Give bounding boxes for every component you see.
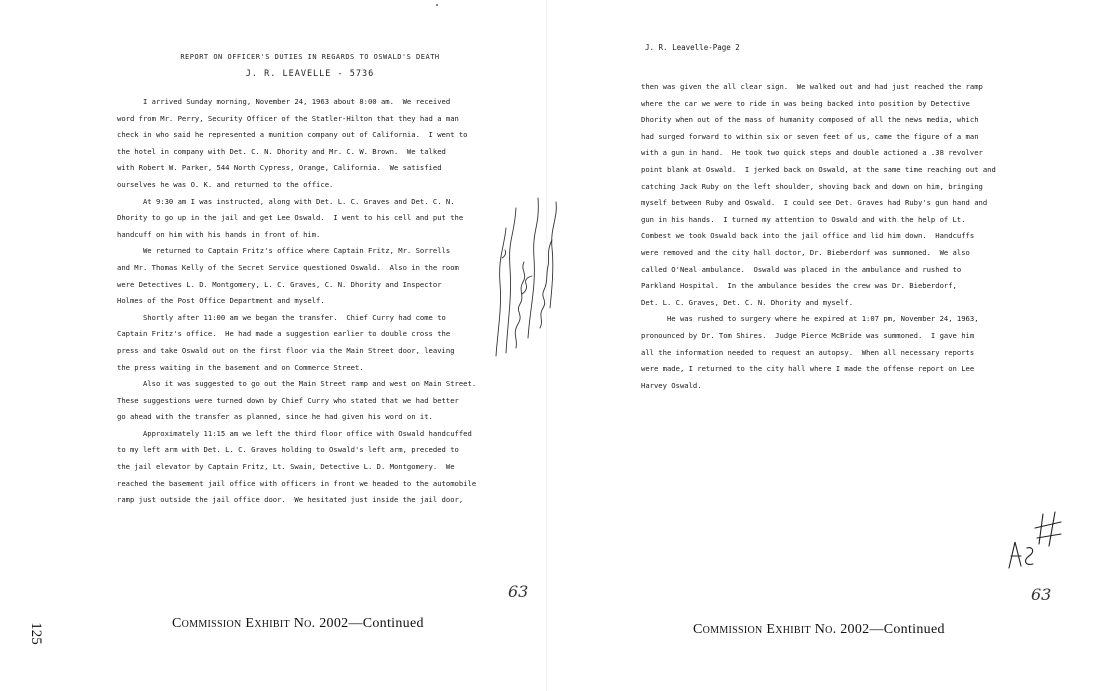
handwritten-page-number: 63	[1031, 585, 1052, 604]
exhibit-caption-continued: —Continued	[869, 622, 945, 637]
exhibit-caption-title: Commission Exhibit No. 2002	[172, 616, 349, 631]
report-line: press and take Oswald out on the first floor via the Main Street door, leaving	[117, 345, 455, 355]
report-line: where the car we were to ride in was being backed into position by Detective	[641, 98, 970, 108]
handwritten-page-number: 63	[508, 582, 529, 601]
report-line: Captain Fritz's office. He had made a suggestion earlier to double cross the	[117, 329, 451, 339]
report-line: the hotel in company with Det. C. N. Dhority and Mr. C. W. Brown. We talked	[117, 146, 446, 156]
report-line: reached the basement jail office with officers in front we headed to the automobile	[117, 478, 477, 488]
report-line: Dhority to go up in the jail and get Lee Oswald. I went to his cell and put the	[117, 213, 464, 223]
report-line: the jail elevator by Captain Fritz, Lt. Swain, Detective L. D. Montgomery. We	[117, 462, 455, 472]
report-line: catching Jack Ruby on the left shoulder, shoving back and down on him, bringing	[641, 181, 983, 191]
report-line: handcuff on him with his hands in front of him.	[117, 229, 321, 239]
report-line: We returned to Captain Fritz's office where Captain Fritz, Mr. Sorrells	[117, 246, 451, 256]
report-line: Shortly after 11:00 am we began the transfer. Chief Curry had come to	[117, 312, 446, 322]
report-line: ourselves he was O. K. and returned to the office.	[117, 179, 334, 189]
report-line: go ahead with the transfer as planned, since he had given his word on it.	[117, 412, 433, 422]
report-line: then was given the all clear sign. We walked out and had just reached the ramp	[641, 82, 983, 91]
report-line: ramp just outside the jail office door. We hesitated just inside the jail door,	[117, 495, 464, 505]
report-line: Approximately 11:15 am we left the third floor office with Oswald handcuffed	[117, 428, 472, 438]
report-line: These suggestions were turned down by Chief Curry who stated that we had better	[117, 395, 459, 405]
exhibit-caption-continued: —Continued	[348, 616, 424, 631]
report-line: Det. L. C. Graves, Det. C. N. Dhority and myself.	[641, 297, 854, 307]
report-line: and Mr. Thomas Kelly of the Secret Service questioned Oswald. Also in the room	[117, 262, 459, 272]
handwritten-initials	[999, 508, 1079, 588]
report-line: He was rushed to surgery where he expired at 1:07 pm, November 24, 1963,	[641, 314, 979, 324]
report-title: REPORT ON OFFICER'S DUTIES IN REGARDS TO OSWALD'S DEATH	[180, 53, 440, 61]
report-line: Harvey Oswald.	[641, 380, 702, 390]
report-line: with Robert W. Parker, 544 North Cypress, Orange, California. We satisfied	[117, 163, 442, 173]
report-line: were removed and the city hall doctor, Dr. Bieberdorf was summoned. We also	[641, 247, 970, 257]
report-line: word from Mr. Perry, Security Officer of the Statler-Hilton that they had a man	[117, 113, 459, 123]
report-line: all the information needed to request an autopsy. When all necessary reports	[641, 347, 975, 357]
report-line: pronounced by Dr. Tom Shires. Judge Pierce McBride was summoned. I gave him	[641, 330, 975, 340]
report-line: At 9:30 am I was instructed, along with Det. L. C. Graves and Det. C. N.	[117, 196, 455, 206]
report-line: were Detectives L. D. Montgomery, L. C. Graves, C. N. Dhority and Inspector	[117, 279, 442, 289]
report-line: point blank at Oswald. I jerked back on Oswald, at the same time reaching out and	[641, 164, 996, 174]
report-line: to my left arm with Det. L. C. Graves holding to Oswald's left arm, preceded to	[117, 445, 459, 455]
report-line: Combest we took Oswald back into the jail office and lid him down. Handcuffs	[641, 231, 975, 241]
running-head: J. R. Leavelle-Page 2	[645, 43, 740, 52]
exhibit-caption	[693, 622, 945, 638]
report-line: Dhority when out of the mass of humanity composed of all the news media, which	[641, 115, 979, 125]
report-subtitle: J. R. LEAVELLE - 5736	[245, 69, 375, 79]
right-page	[547, 0, 1094, 691]
report-line: the press waiting in the basement and on Commerce Street.	[117, 362, 364, 372]
report-line: were made, I returned to the city hall where I made the offense report on Lee	[641, 364, 975, 374]
report-line: called O'Neal ambulance. Oswald was placed in the ambulance and rushed to	[641, 264, 962, 274]
report-line: Parkland Hospital. In the ambulance besides the crew was Dr. Bieberdorf,	[641, 281, 957, 291]
report-line: Also it was suggested to go out the Main Street ramp and west on Main Street.	[117, 379, 477, 389]
report-line: check in who said he represented a munition company out of California. I went to	[117, 130, 468, 140]
report-line: I arrived Sunday morning, November 24, 1963 about 8:00 am. We received	[117, 97, 451, 106]
report-body-page-1	[117, 94, 507, 509]
report-body-page-2	[641, 79, 1051, 394]
report-line: had surged forward to within six or seven feet of us, came the figure of a man	[641, 131, 979, 141]
report-line: gun in his hands. I turned my attention to Oswald and with the help of Lt.	[641, 214, 966, 224]
report-line: Holmes of the Post Office Department and myself.	[117, 296, 325, 306]
report-line: myself between Ruby and Oswald. I could see Det. Graves had Ruby's gun hand and	[641, 198, 988, 208]
volume-page-number: 125	[27, 622, 44, 645]
report-line: with a gun in hand. He took two quick steps and double actioned a .38 revolver	[641, 148, 983, 158]
exhibit-caption	[172, 616, 424, 632]
exhibit-caption-title: Commission Exhibit No. 2002	[693, 622, 870, 637]
